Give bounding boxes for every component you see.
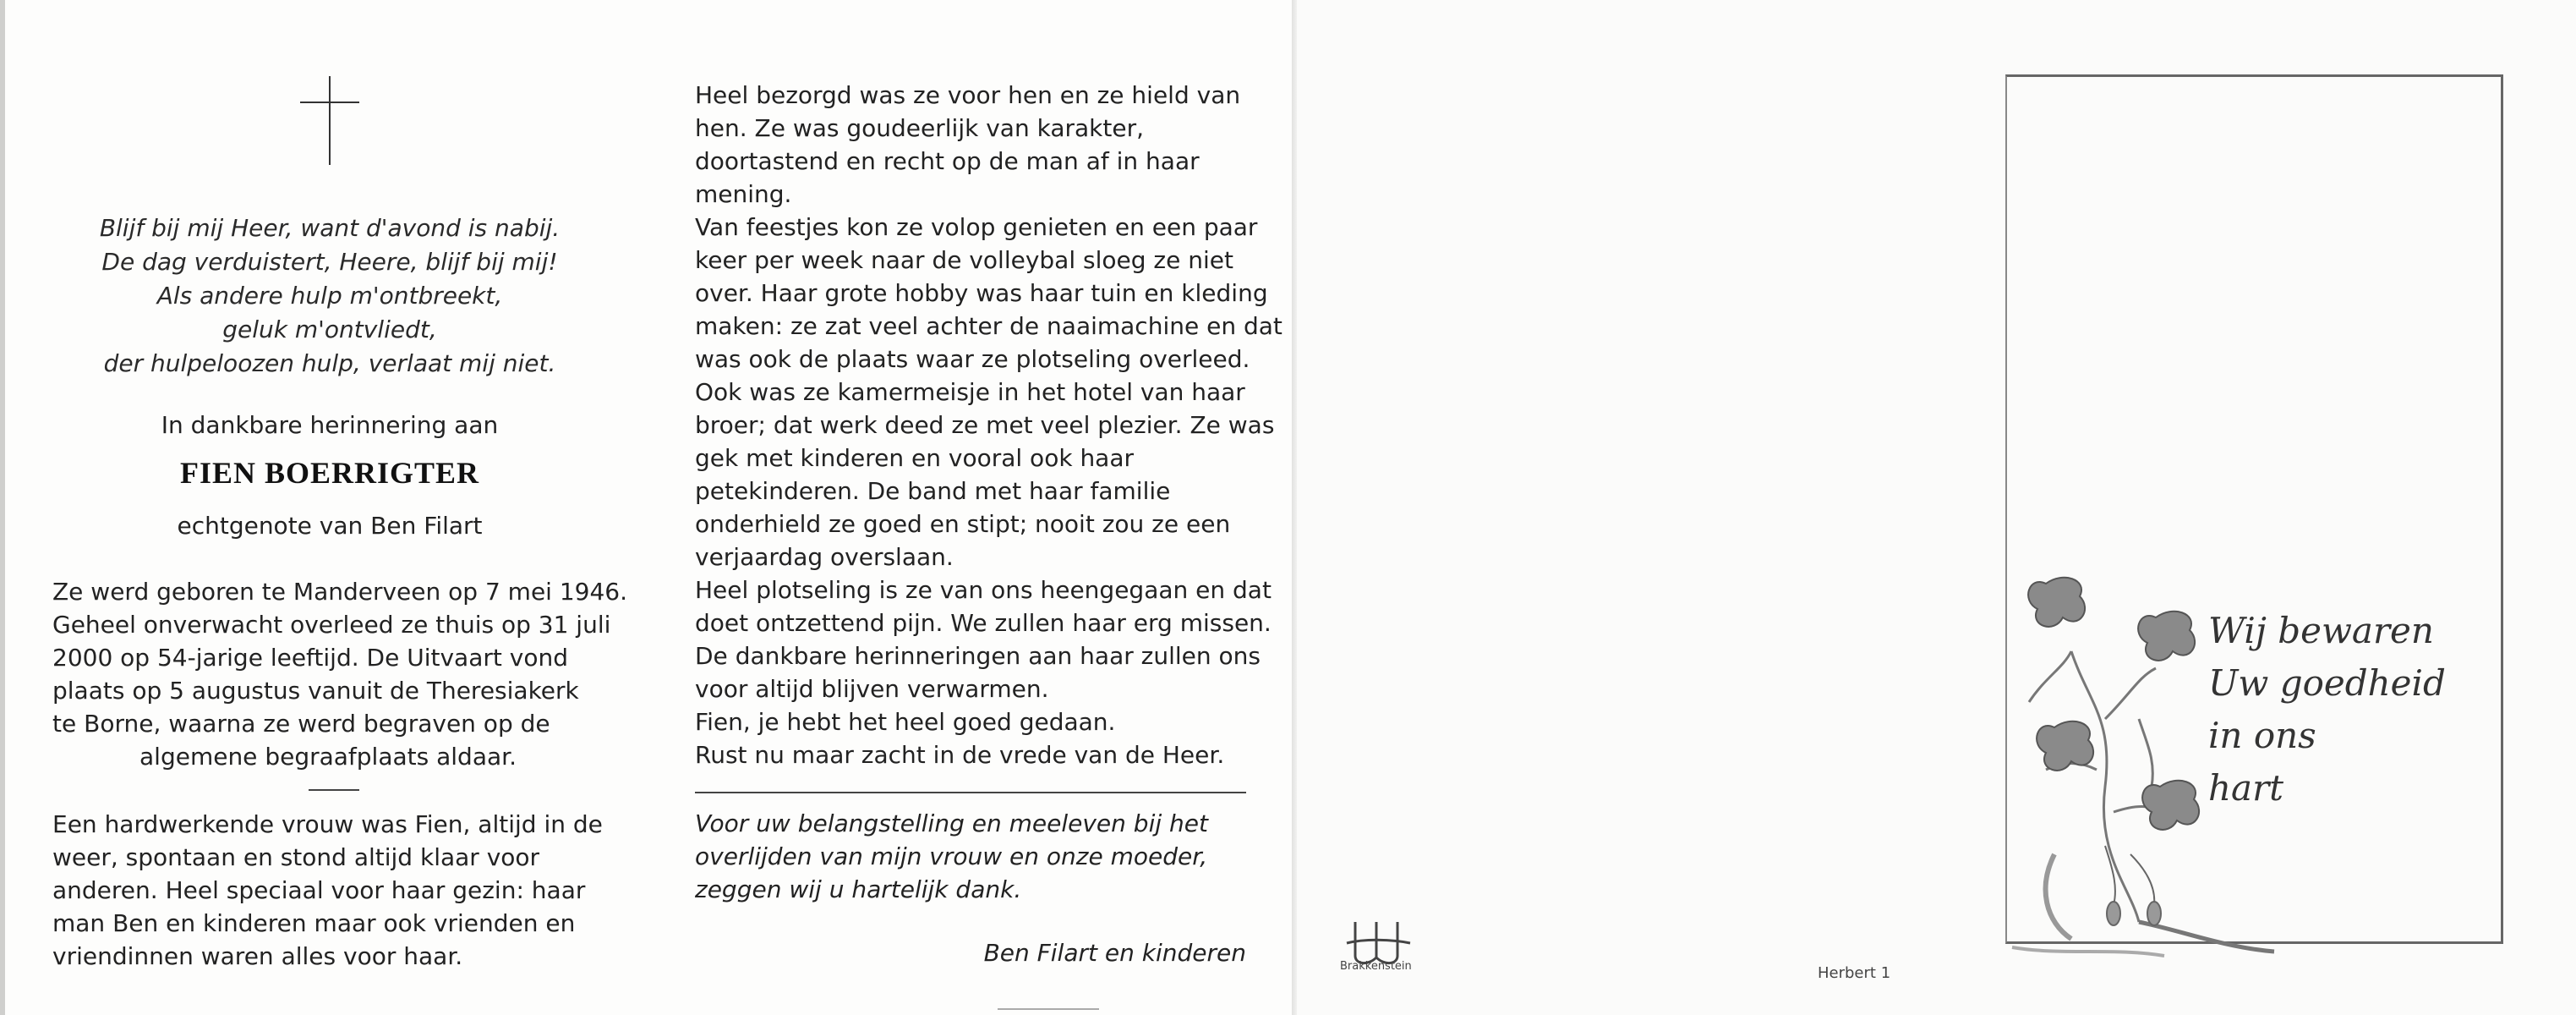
text-line: Heel bezorgd was ze voor hen en ze hield van [695,81,1241,109]
motto [2208,605,2487,815]
divider [695,792,1246,793]
text-line: anderen. Heel speciaal voor haar gezin: haar [52,876,586,904]
divider [309,789,359,791]
verse-line: De dag verduistert, Heere, blijf bij mij! [101,248,558,276]
text-line: Geheel onverwacht overleed ze thuis op 31 juli [52,611,611,639]
publisher-name: Brakkenstein [1340,960,1412,973]
text-line: Rust nu maar zacht in de vrede van de Heer. [695,741,1225,769]
text-line: gek met kinderen en vooral ook haar [695,444,1135,472]
character-paragraph [52,808,604,973]
text-line: 2000 op 54-jarige leeftijd. De Uitvaart vond [52,644,568,672]
spouse-text: echtgenote van Ben Filart [177,512,483,540]
deceased-name: FIEN BOERRIGTER [179,456,480,490]
verse-line: Als andere hulp m'ontbreekt, [156,282,503,310]
text-line: doet ontzettend pijn. We zullen haar erg missen. [695,609,1272,637]
intro-text: In dankbare herinnering aan [161,411,499,439]
text-line: verjaardag overslaan. [695,543,954,571]
text-line: was ook de plaats waar ze plotseling overleed. [695,345,1250,373]
text-line: te Borne, waarna ze werd begraven op de [52,710,550,738]
text-line: Ook was ze kamermeisje in het hotel van haar [695,378,1245,406]
cross-icon [300,76,359,165]
text-line: over. Haar grote hobby was haar tuin en kleding [695,279,1268,307]
text-line: plaats op 5 augustus vanuit de Theresiakerk [52,677,579,705]
text-line: weer, spontaan en stond altijd klaar voor [52,843,540,871]
text-line: maken: ze zat veel achter de naaimachine en dat [695,312,1283,340]
text-line: doortastend en recht op de man af in haar [695,147,1200,175]
text-line: vriendinnen waren alles voor haar. [52,942,463,970]
verse-line: geluk m'ontvliedt, [222,315,437,343]
text-line: petekinderen. De band met haar familie [695,477,1171,505]
text-line: broer; dat werk deed ze met veel plezier. Ze was [695,411,1275,439]
motto-line: in ons [2208,715,2316,756]
card-edge [0,0,5,1015]
thanks-paragraph [695,807,1246,906]
text-line: hen. Ze was goudeerlijk van karakter, [695,114,1144,142]
verse-line: der hulpeloozen hulp, verlaat mij niet. [103,349,556,377]
text-line: voor altijd blijven verwarmen. [695,675,1049,703]
text-line: Voor uw belangstelling en meeleven bij het [695,809,1208,837]
card-code: Herbert 1 [1818,964,1891,982]
text-line: Een hardwerkende vrouw was Fien, altijd in de [52,810,603,838]
biography-paragraph [52,575,628,773]
text-line: mening. [695,180,792,208]
motto-line: Uw goedheid [2208,662,2446,704]
text-line: Ze werd geboren te Manderveen op 7 mei 1946. [52,578,628,606]
text-line: Fien, je hebt het heel goed gedaan. [695,708,1116,736]
text-line: onderhield ze goed en stipt; nooit zou ze een [695,510,1231,538]
signature: Ben Filart en kinderen [983,939,1246,967]
motto-line: Wij bewaren [2208,610,2434,651]
text-line: keer per week naar de volleybal sloeg ze niet [695,246,1233,274]
bottom-rule [998,1008,1099,1010]
text-line: man Ben en kinderen maar ook vrienden en [52,909,576,937]
verse-line: Blijf bij mij Heer, want d'avond is nabij. [99,214,561,242]
memories-paragraph [695,79,1283,771]
verse [51,211,609,381]
text-line: zeggen wij u hartelijk dank. [695,875,1022,903]
text-line: algemene begraafplaats aldaar. [139,743,517,771]
motto-line: hart [2208,767,2284,809]
text-line: overlijden van mijn vrouw en onze moeder, [695,842,1208,870]
text-line: Van feestjes kon ze volop genieten en een paar [695,213,1258,241]
text-line: Heel plotseling is ze van ons heengegaan en dat [695,576,1272,604]
text-line: De dankbare herinneringen aan haar zullen ons [695,642,1261,670]
